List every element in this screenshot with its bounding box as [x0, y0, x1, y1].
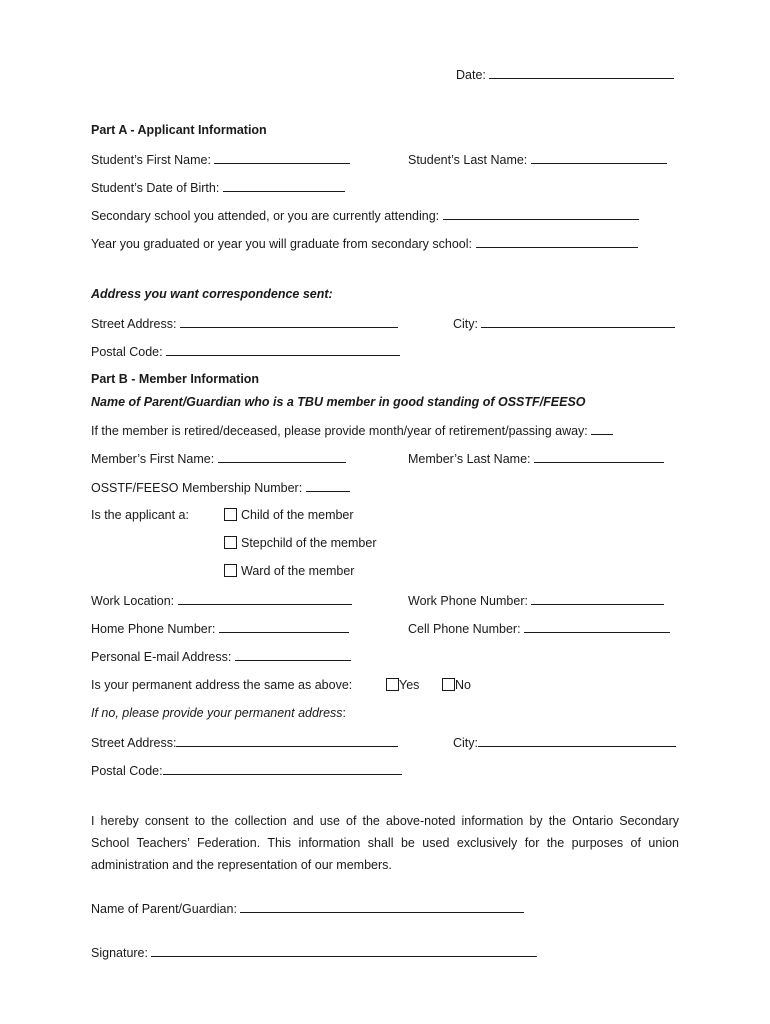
student-dob-field[interactable]	[223, 179, 345, 192]
signature-label: Signature:	[91, 946, 148, 960]
student-first-name-row	[91, 151, 350, 168]
option-child-label: Child of the member	[241, 508, 354, 522]
permanent-postal-label: Postal Code:	[91, 764, 163, 778]
option-child[interactable]	[224, 507, 354, 523]
member-last-name-row	[408, 450, 664, 467]
work-phone-row	[408, 592, 664, 609]
checkbox[interactable]	[224, 508, 237, 521]
grad-year-label: Year you graduated or year you will graduate from secondary school:	[91, 237, 473, 251]
home-phone-row	[91, 620, 349, 637]
street-address-label: Street Address:	[91, 317, 177, 331]
retired-label: If the member is retired/deceased, please provide month/year of retirement/passing away:	[91, 424, 588, 438]
permanent-address-note-colon: :	[342, 706, 347, 720]
permanent-city-field[interactable]	[478, 734, 676, 747]
membership-number-row	[91, 479, 350, 496]
student-last-name-field[interactable]	[531, 151, 667, 164]
home-phone-label: Home Phone Number:	[91, 622, 216, 636]
part-a-heading: Part A - Applicant Information	[91, 123, 267, 137]
home-phone-field[interactable]	[219, 620, 349, 633]
school-field[interactable]	[443, 207, 639, 220]
part-b-heading: Part B - Member Information	[91, 372, 260, 386]
checkbox[interactable]	[386, 678, 399, 691]
parent-name-field[interactable]	[240, 900, 524, 913]
permanent-street-field[interactable]	[176, 734, 398, 747]
work-location-row	[91, 592, 352, 609]
same-address-no[interactable]	[442, 677, 471, 693]
city-label: City:	[453, 317, 478, 331]
yes-label: Yes	[399, 678, 420, 692]
option-ward-label: Ward of the member	[241, 564, 355, 578]
parent-name-row	[91, 900, 524, 917]
same-address-label: Is your permanent address the same as above:	[91, 678, 353, 692]
member-first-name-label: Member’s First Name:	[91, 452, 215, 466]
email-row	[91, 648, 351, 665]
cell-phone-row	[408, 620, 670, 637]
city-field[interactable]	[481, 315, 675, 328]
school-label: Secondary school you attended, or you are currently attending:	[91, 209, 440, 223]
no-label: No	[455, 678, 471, 692]
permanent-address-note-text: If no, please provide your permanent address	[91, 706, 343, 720]
member-last-name-label: Member’s Last Name:	[408, 452, 531, 466]
work-phone-field[interactable]	[531, 592, 664, 605]
student-last-name-row	[408, 151, 667, 168]
work-location-label: Work Location:	[91, 594, 175, 608]
school-row	[91, 207, 639, 224]
work-phone-label: Work Phone Number:	[408, 594, 528, 608]
permanent-postal-row	[91, 762, 402, 779]
same-address-yes[interactable]	[386, 677, 419, 693]
student-first-name-field[interactable]	[214, 151, 350, 164]
member-first-name-field[interactable]	[218, 450, 346, 463]
email-label: Personal E-mail Address:	[91, 650, 232, 664]
option-stepchild[interactable]	[224, 535, 377, 551]
cell-phone-field[interactable]	[524, 620, 670, 633]
city-row	[453, 315, 675, 332]
date-label: Date:	[456, 68, 486, 82]
part-b-subheading: Name of Parent/Guardian who is a TBU member in good standing of OSSTF/FEESO	[91, 395, 586, 409]
checkbox[interactable]	[224, 564, 237, 577]
postal-code-row	[91, 343, 400, 360]
permanent-street-label: Street Address:	[91, 736, 177, 750]
applicant-is-label: Is the applicant a:	[91, 508, 189, 522]
date-row	[456, 66, 674, 83]
grad-year-field[interactable]	[476, 235, 638, 248]
option-ward[interactable]	[224, 563, 354, 579]
membership-number-field[interactable]	[306, 479, 350, 492]
grad-year-row	[91, 235, 638, 252]
work-location-field[interactable]	[178, 592, 352, 605]
retired-field[interactable]	[591, 422, 613, 435]
postal-code-field[interactable]	[166, 343, 400, 356]
student-dob-row	[91, 179, 345, 196]
retired-row	[91, 422, 613, 439]
consent-paragraph: I hereby consent to the collection and use of the above-noted information by the Ontario Secondary School Teachers’ Federation. This information shall be used exclusively for the purposes of union administration and the representation of our members.	[91, 814, 679, 872]
permanent-address-note	[91, 705, 346, 721]
student-dob-label: Student’s Date of Birth:	[91, 181, 220, 195]
permanent-postal-field[interactable]	[163, 762, 402, 775]
permanent-city-label: City:	[453, 736, 478, 750]
street-address-row	[91, 315, 398, 332]
student-first-name-label: Student’s First Name:	[91, 153, 211, 167]
permanent-city-row	[453, 734, 676, 751]
member-first-name-row	[91, 450, 346, 467]
student-last-name-label: Student’s Last Name:	[408, 153, 528, 167]
date-field[interactable]	[489, 66, 674, 79]
email-field[interactable]	[235, 648, 351, 661]
postal-code-label: Postal Code:	[91, 345, 163, 359]
checkbox[interactable]	[442, 678, 455, 691]
option-stepchild-label: Stepchild of the member	[241, 536, 377, 550]
checkbox[interactable]	[224, 536, 237, 549]
signature-row	[91, 944, 537, 961]
correspondence-address-heading: Address you want correspondence sent:	[91, 287, 333, 301]
parent-name-label: Name of Parent/Guardian:	[91, 902, 237, 916]
permanent-street-row	[91, 734, 398, 751]
membership-number-label: OSSTF/FEESO Membership Number:	[91, 481, 303, 495]
signature-field[interactable]	[151, 944, 537, 957]
cell-phone-label: Cell Phone Number:	[408, 622, 521, 636]
street-address-field[interactable]	[180, 315, 398, 328]
member-last-name-field[interactable]	[534, 450, 664, 463]
